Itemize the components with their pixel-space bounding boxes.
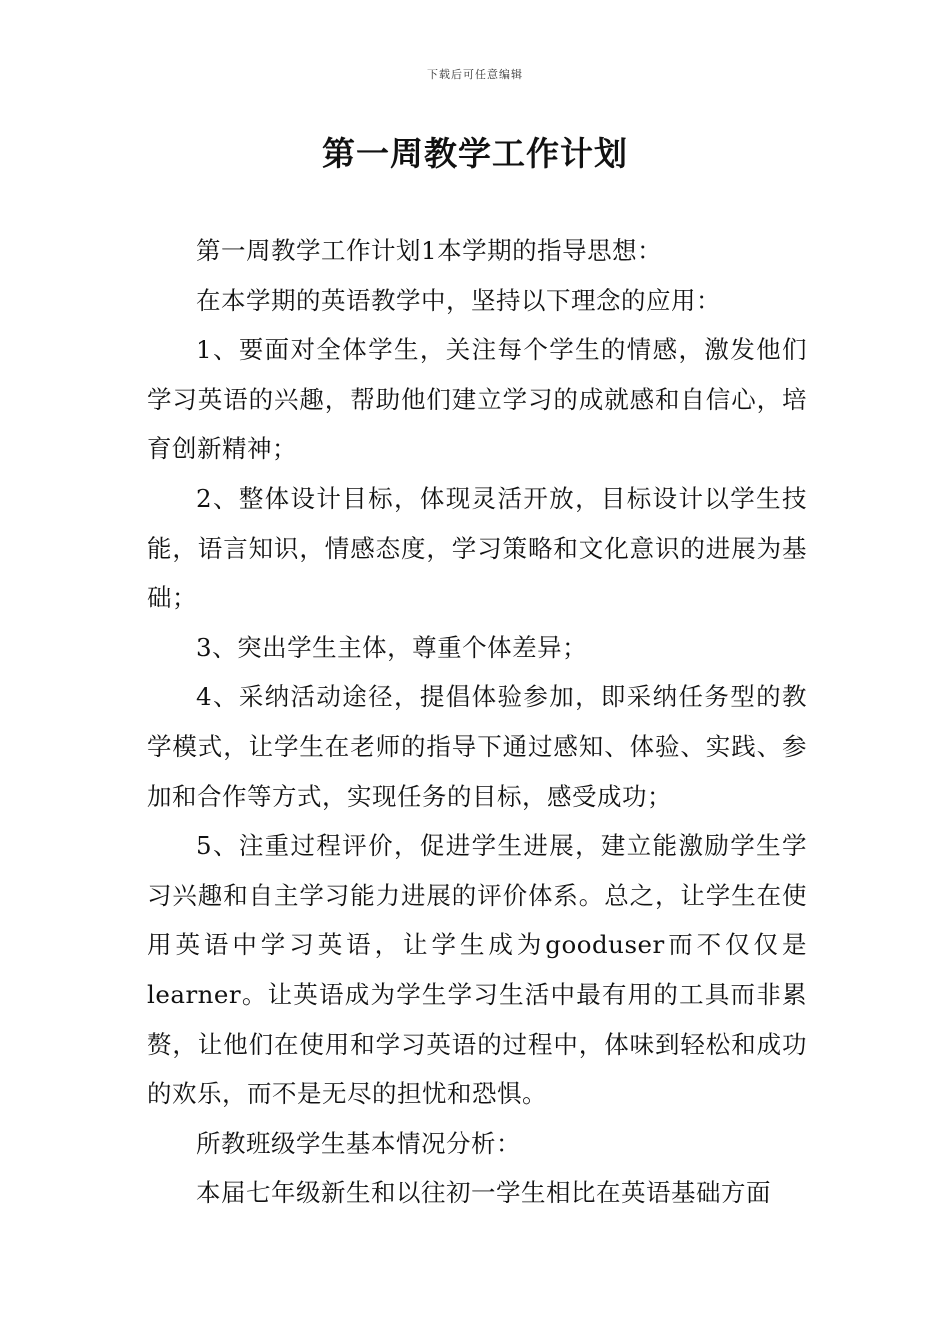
paragraph-guiding-ideas: 第一周教学工作计划1本学期的指导思想： — [196, 236, 663, 265]
paragraph-point-4: 4、采纳活动途径，提倡体验参加，即采纳任务型的教学模式，让学生在老师的指导下通过感知、体验、实践、参加和合作等方式，实现任务的目标，感受成功； — [147, 682, 807, 811]
paragraph-point-2: 2、整体设计目标，体现灵活开放，目标设计以学生技能，语言知识，情感态度，学习策略和文化意识的进展为基础； — [147, 483, 807, 613]
paragraph-point-1: 1、要面对全体学生，关注每个学生的情感，激发他们学习英语的兴趣，帮助他们建立学习的成就感和自信心，培育创新精神； — [147, 335, 807, 464]
paragraph-teaching-concepts: 在本学期的英语教学中，坚持以下理念的应用： — [196, 285, 721, 315]
paragraph-point-3: 3、突出学生主体，尊重个体差异； — [196, 632, 588, 662]
paragraph-student-comparison: 本届七年级新生和以往初一学生相比在英语基础方面 — [196, 1178, 771, 1208]
document-body — [147, 226, 807, 1218]
document-title: 第一周教学工作计划 — [322, 134, 628, 173]
paragraph-class-analysis: 所教班级学生基本情况分析： — [196, 1128, 521, 1158]
paragraph-point-5: 5、注重过程评价，促进学生进展，建立能激励学生学习兴趣和自主学习能力进展的评价体系。总之，让学生在使用英语中学习英语，让学生成为gooduser而不仅仅是learner。让英语成为学生学习生活中最有用的工具而非累赘，让他们在使用和学习英语的过程中，体味到轻松和成功的欢乐，而不是无尽的担忧和恐惧。 — [147, 831, 807, 1109]
header-note: 下载后可任意编辑 — [427, 68, 523, 81]
